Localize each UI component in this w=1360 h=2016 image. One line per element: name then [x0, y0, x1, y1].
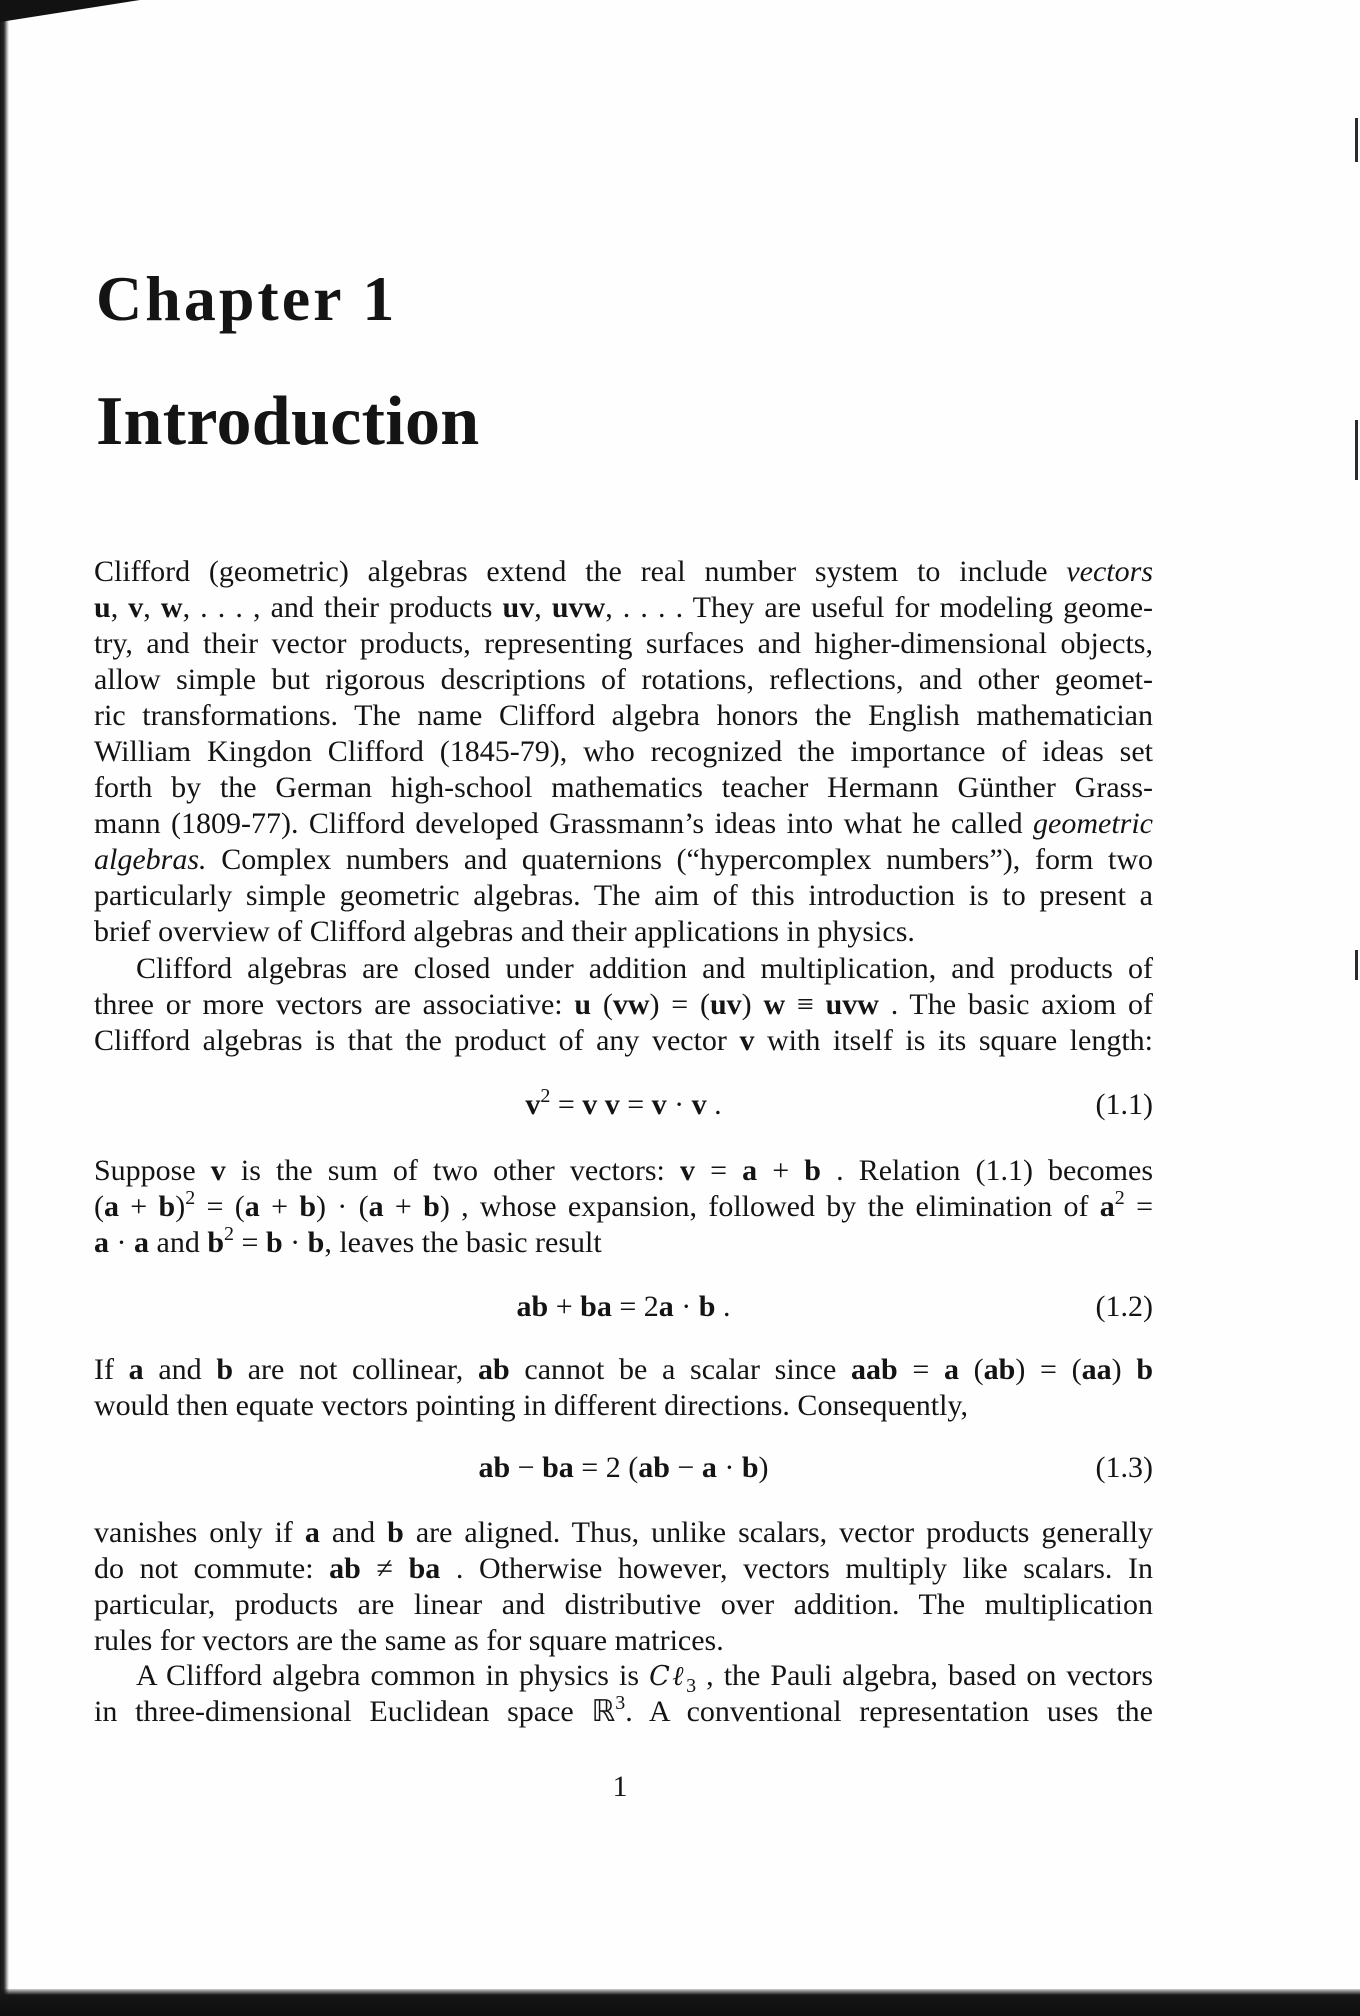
- text-line: [94, 1587, 1153, 1623]
- text-run: =: [694, 1154, 743, 1187]
- scan-edge-left: [0, 0, 9, 2016]
- bold-symbol: a: [701, 1451, 717, 1484]
- text-run: and: [319, 1516, 388, 1549]
- italic-text: vectors: [1066, 555, 1153, 588]
- text-line: [94, 951, 1153, 987]
- equation-number: (1.2): [1095, 1290, 1153, 1323]
- text-run: (: [958, 1353, 984, 1386]
- italic-text: geometric: [1033, 807, 1153, 840]
- text-run: ): [175, 1190, 186, 1223]
- text-run: =: [1124, 1190, 1154, 1223]
- bold-symbol: a: [304, 1516, 320, 1549]
- bold-symbol: b: [216, 1353, 234, 1386]
- bold-symbol: ab: [478, 1451, 511, 1484]
- text-line: [94, 590, 1153, 626]
- text-line: [94, 1388, 1153, 1424]
- text-run: . The basic axiom of: [878, 988, 1153, 1021]
- text-run: ric transformations. The name Clifford algebra honors the English mathematician: [94, 699, 1153, 732]
- text-run: rules for vectors are the same as for square matrices.: [94, 1624, 724, 1657]
- text-line: [94, 734, 1153, 770]
- bold-symbol: b: [299, 1190, 316, 1223]
- italic-text: algebras.: [94, 843, 207, 876]
- page-number: 1: [612, 1770, 628, 1803]
- text-run: ) · (: [316, 1190, 369, 1223]
- text-run: =: [897, 1353, 944, 1386]
- bold-symbol: u: [94, 591, 111, 624]
- bold-symbol: b: [265, 1226, 283, 1259]
- text-run: +: [548, 1290, 581, 1323]
- bold-symbol: v: [210, 1154, 226, 1187]
- equation-number: (1.1): [1095, 1088, 1153, 1121]
- text-run: particular, products are linear and distributive over addition. The multiplication: [94, 1588, 1153, 1621]
- equation-body: [94, 1450, 1153, 1486]
- text-run: particularly simple geometric algebras. The aim of this introduction is to present a: [94, 879, 1153, 912]
- text-run: = 2 (: [573, 1451, 639, 1484]
- text-run: , . . . . They are useful for modeling geome-: [605, 591, 1154, 624]
- text-line: [94, 842, 1153, 878]
- text-run: William Kingdon Clifford (1845-79), who recognized the importance of ideas set: [94, 735, 1153, 768]
- subscript: 3: [686, 1675, 697, 1697]
- paragraph-collinear: [94, 1352, 1153, 1424]
- text-run: A Clifford algebra common in physics is: [136, 1659, 650, 1692]
- bold-symbol: b: [741, 1451, 759, 1484]
- bold-symbol: ba: [580, 1290, 612, 1323]
- paragraph-pauli: [94, 1658, 1153, 1730]
- text-line: [94, 1352, 1153, 1388]
- superscript: 2: [224, 1223, 235, 1245]
- text-run: +: [383, 1190, 424, 1223]
- bold-symbol: v: [679, 1154, 695, 1187]
- text-run: ) = (: [1015, 1353, 1082, 1386]
- text-run: mann (1809-77). Clifford developed Grassmann’s ideas into what he called: [94, 807, 1034, 840]
- text-run: and: [143, 1353, 217, 1386]
- bold-symbol: uvw: [825, 988, 879, 1021]
- text-line: [94, 1153, 1153, 1189]
- text-run: is the sum of two other vectors:: [225, 1154, 680, 1187]
- equation-number: (1.3): [1095, 1451, 1153, 1484]
- bold-symbol: a: [1099, 1190, 1115, 1223]
- bold-symbol: ab: [329, 1552, 361, 1585]
- bold-symbol: a: [104, 1190, 119, 1223]
- text-run: and: [149, 1226, 208, 1259]
- text-run: vanishes only if: [94, 1516, 305, 1549]
- text-run: forth by the German high-school mathematics teacher Hermann Günther Grass-: [94, 771, 1153, 804]
- text-line: [94, 770, 1153, 806]
- superscript: 3: [615, 1692, 626, 1714]
- bold-symbol: ab: [638, 1451, 670, 1484]
- text-line: [94, 1189, 1153, 1225]
- text-run: ≡: [785, 988, 826, 1021]
- text-run: =: [550, 1088, 583, 1121]
- text-run: in three-dimensional Euclidean space: [94, 1695, 592, 1728]
- bold-symbol: a: [94, 1226, 109, 1259]
- bold-symbol: b: [1136, 1353, 1154, 1386]
- text-run: ,: [143, 591, 161, 624]
- text-run: Clifford (geometric) algebras extend the real number system to include: [94, 555, 1067, 588]
- bold-symbol: uv: [709, 988, 742, 1021]
- bold-symbol: vw: [612, 988, 650, 1021]
- text-line: [94, 878, 1153, 914]
- text-line: [94, 626, 1153, 662]
- text-run: are aligned. Thus, unlike scalars, vector products generally: [403, 1516, 1153, 1549]
- text-run: = (: [195, 1190, 245, 1223]
- text-run: .: [706, 1088, 722, 1121]
- text-run: +: [119, 1190, 159, 1223]
- equation-1-3: [94, 1450, 1153, 1486]
- text-run: =: [234, 1226, 266, 1259]
- text-run: .: [715, 1290, 731, 1323]
- text-run: ·: [282, 1226, 308, 1259]
- paragraph-commute: [94, 1515, 1153, 1659]
- bold-symbol: b: [698, 1290, 716, 1323]
- text-line: [94, 914, 1153, 950]
- bold-symbol: v: [691, 1088, 707, 1121]
- scan-edge-right-mark: [1355, 118, 1358, 162]
- text-run: do not commute:: [94, 1552, 330, 1585]
- text-line: [94, 1023, 1153, 1059]
- text-run: allow simple but rigorous descriptions of rotations, reflections, and other geomet-: [94, 663, 1153, 696]
- text-run: Suppose: [94, 1154, 211, 1187]
- paragraph-relation: [94, 1153, 1153, 1261]
- superscript: 2: [540, 1085, 551, 1107]
- text-run: ): [758, 1451, 769, 1484]
- text-run: ·: [666, 1088, 692, 1121]
- text-run: . A conventional representation uses the: [625, 1695, 1153, 1728]
- bold-symbol: a: [368, 1190, 384, 1223]
- bold-symbol: b: [158, 1190, 176, 1223]
- text-line: [94, 1623, 1153, 1659]
- text-line: [94, 1694, 1153, 1730]
- text-run: brief overview of Clifford algebras and their applications in physics.: [94, 915, 915, 948]
- text-line: [94, 662, 1153, 698]
- text-line: [94, 987, 1153, 1023]
- bold-symbol: a: [128, 1353, 144, 1386]
- text-run: Clifford algebras are closed under addition and multiplication, and products of: [136, 952, 1153, 985]
- text-run: . Relation (1.1) becomes: [820, 1154, 1153, 1187]
- text-run: ≠: [360, 1552, 409, 1585]
- text-run: ·: [673, 1290, 699, 1323]
- equation-1-1: [94, 1087, 1153, 1123]
- bold-symbol: uvw: [551, 591, 606, 624]
- scan-edge-bottom: [0, 1989, 1360, 2016]
- text-run: ℝ: [591, 1695, 616, 1728]
- text-line: [94, 1515, 1153, 1551]
- text-run: ) = (: [649, 988, 710, 1021]
- bold-symbol: ba: [408, 1552, 441, 1585]
- superscript: 2: [185, 1187, 196, 1209]
- bold-symbol: ba: [542, 1451, 574, 1484]
- bold-symbol: u: [574, 988, 592, 1021]
- equation-body: [94, 1087, 1153, 1123]
- text-run: ,: [534, 591, 552, 624]
- bold-symbol: a: [134, 1226, 149, 1259]
- text-run: cannot be a scalar since: [509, 1353, 851, 1386]
- bold-symbol: a: [742, 1154, 758, 1187]
- text-run: three or more vectors are associative:: [94, 988, 575, 1021]
- bold-symbol: v: [525, 1088, 541, 1121]
- text-run: +: [757, 1154, 805, 1187]
- bold-symbol: b: [804, 1154, 821, 1187]
- equation-body: [94, 1289, 1153, 1325]
- text-run: (: [94, 1190, 104, 1223]
- text-run: −: [669, 1451, 702, 1484]
- bold-symbol: b: [387, 1516, 404, 1549]
- bold-symbol: v: [739, 1024, 755, 1057]
- text-run: −: [510, 1451, 543, 1484]
- text-run: =: [619, 1088, 652, 1121]
- text-line: [94, 698, 1153, 734]
- text-run: ): [741, 988, 764, 1021]
- text-line: [94, 1225, 1153, 1261]
- text-run: ,: [110, 591, 129, 624]
- text-run: (: [591, 988, 613, 1021]
- bold-symbol: b: [307, 1226, 325, 1259]
- bold-symbol: w: [160, 591, 183, 624]
- text-run: If: [94, 1353, 129, 1386]
- bold-symbol: a: [244, 1190, 260, 1223]
- bold-symbol: ab: [478, 1353, 510, 1386]
- text-run: +: [259, 1190, 300, 1223]
- text-run: try, and their vector products, representing surfaces and higher-dimensional objects,: [94, 627, 1153, 660]
- text-run: Complex numbers and quaternions (“hypercomplex numbers”), form two: [206, 843, 1153, 876]
- text-run: are not collinear,: [233, 1353, 478, 1386]
- text-run: , the Pauli algebra, based on vectors: [696, 1659, 1153, 1692]
- bold-symbol: v: [128, 591, 144, 624]
- superscript: 2: [1114, 1187, 1125, 1209]
- bold-symbol: b: [207, 1226, 225, 1259]
- text-line: [94, 1551, 1153, 1587]
- equation-1-2: [94, 1289, 1153, 1325]
- text-run: Clifford algebras is that the product of any vector: [94, 1024, 740, 1057]
- text-run: . Otherwise however, vectors multiply like scalars. In: [440, 1552, 1153, 1585]
- text-run: would then equate vectors pointing in different directions. Consequently,: [94, 1389, 968, 1422]
- text-line: [94, 554, 1153, 590]
- script-symbol: Cℓ: [649, 1661, 687, 1692]
- paragraph-axiom: [94, 951, 1153, 1059]
- text-run: , . . . , and their products: [182, 591, 503, 624]
- bold-symbol: v v: [582, 1088, 620, 1121]
- bold-symbol: b: [423, 1190, 440, 1223]
- chapter-title: Introduction: [96, 383, 480, 460]
- scan-corner-top-left: [0, 0, 140, 22]
- text-run: ·: [716, 1451, 742, 1484]
- bold-symbol: a: [943, 1353, 959, 1386]
- bold-symbol: a: [658, 1290, 674, 1323]
- chapter-label: Chapter 1: [96, 263, 398, 334]
- text-run: with itself is its square length:: [754, 1024, 1153, 1057]
- text-run: ·: [109, 1226, 134, 1259]
- text-line: [94, 1658, 1153, 1697]
- text-run: = 2: [611, 1290, 659, 1323]
- bold-symbol: aa: [1081, 1353, 1112, 1386]
- scan-edge-right-mark: [1355, 420, 1358, 480]
- bold-symbol: v: [651, 1088, 667, 1121]
- scan-edge-right-mark: [1355, 950, 1358, 980]
- text-run: ): [1111, 1353, 1137, 1386]
- text-run: , leaves the basic result: [324, 1226, 602, 1259]
- bold-symbol: aab: [851, 1353, 898, 1386]
- bold-symbol: ab: [516, 1290, 549, 1323]
- bold-symbol: ab: [983, 1353, 1016, 1386]
- bold-symbol: w: [763, 988, 786, 1021]
- text-line: [94, 806, 1153, 842]
- paragraph-intro: [94, 554, 1153, 950]
- text-run: ) , whose expansion, followed by the elimination of: [439, 1190, 1100, 1223]
- bold-symbol: uv: [502, 591, 535, 624]
